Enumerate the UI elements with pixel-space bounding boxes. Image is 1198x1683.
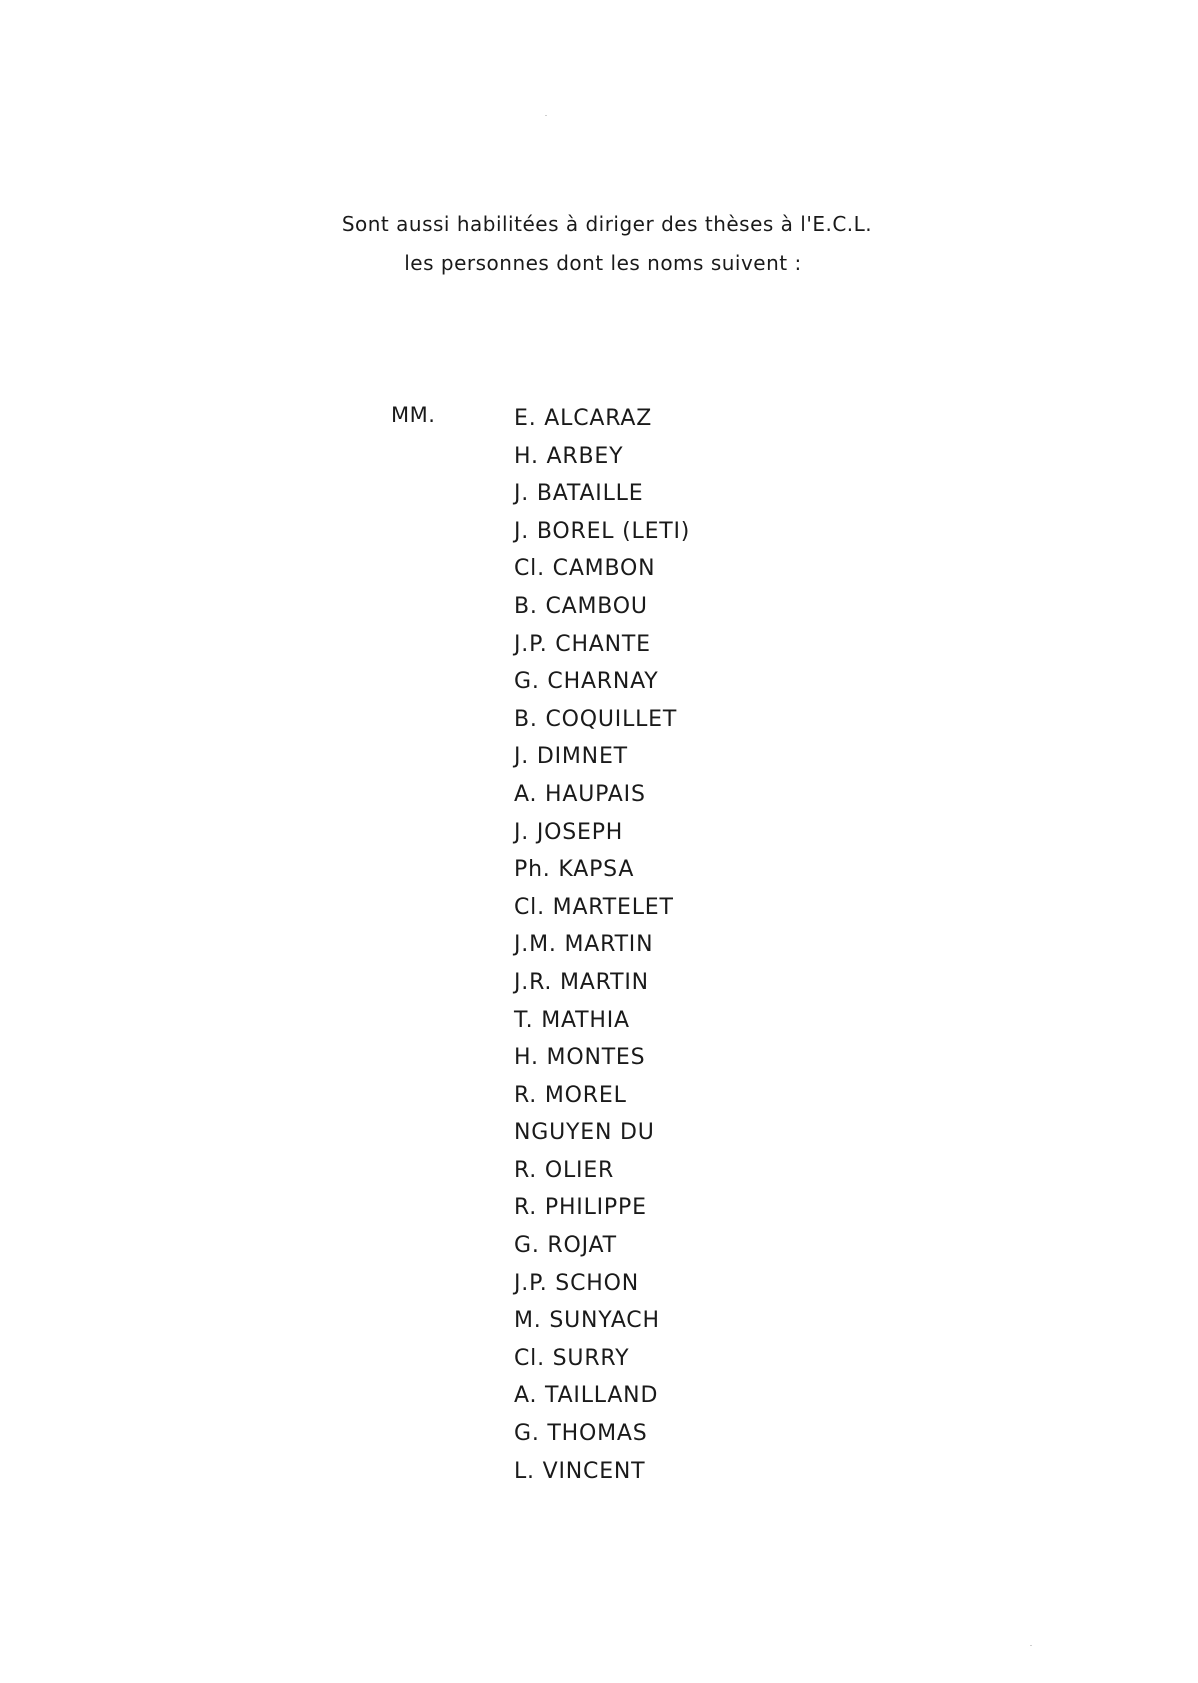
name-entry: R. PHILIPPE: [514, 1195, 647, 1221]
name-entry: G. ROJAT: [514, 1233, 617, 1259]
name-entry: J. BOREL (LETI): [514, 518, 691, 544]
name-entry: A. TAILLAND: [514, 1383, 659, 1409]
name-entry: T. MATHIA: [514, 1007, 630, 1033]
salutation: MM.: [391, 403, 436, 427]
name-entry: G. THOMAS: [514, 1421, 648, 1447]
name-entry: NGUYEN DU: [514, 1120, 655, 1146]
name-entry: J.R. MARTIN: [514, 969, 649, 995]
name-entry: J.P. SCHON: [514, 1270, 639, 1296]
name-entry: E. ALCARAZ: [514, 406, 653, 431]
scan-speck: [545, 115, 547, 116]
name-entry: M. SUNYACH: [514, 1308, 660, 1334]
name-entry: B. COQUILLET: [514, 706, 678, 732]
intro-line-1: Sont aussi habilitées à diriger des thèses à l'E.C.L.: [341, 212, 873, 236]
name-entry: Ph. KAPSA: [514, 857, 635, 883]
name-entry: R. OLIER: [514, 1157, 615, 1183]
name-entry: H. ARBEY: [514, 443, 624, 469]
name-entry: H. MONTES: [514, 1045, 646, 1071]
name-entry: Cl. MARTELET: [514, 894, 674, 920]
name-entry: J. JOSEPH: [514, 819, 624, 845]
name-entry: Cl. SURRY: [514, 1345, 630, 1371]
name-entry: A. HAUPAIS: [514, 781, 646, 807]
name-entry: Cl. CAMBON: [514, 556, 656, 582]
name-entry: G. CHARNAY: [514, 669, 659, 695]
name-entry: J. BATAILLE: [514, 481, 644, 507]
names-list: [514, 400, 690, 1490]
name-entry: J.M. MARTIN: [514, 932, 654, 958]
name-entry: L. VINCENT: [514, 1458, 646, 1484]
intro-line-2: les personnes dont les noms suivent :: [404, 251, 802, 275]
name-entry: J.P. CHANTE: [514, 631, 651, 657]
name-entry: B. CAMBOU: [514, 593, 648, 619]
name-entry: J. DIMNET: [514, 744, 628, 770]
scan-speck: [1030, 1645, 1032, 1646]
name-entry: R. MOREL: [514, 1082, 627, 1108]
